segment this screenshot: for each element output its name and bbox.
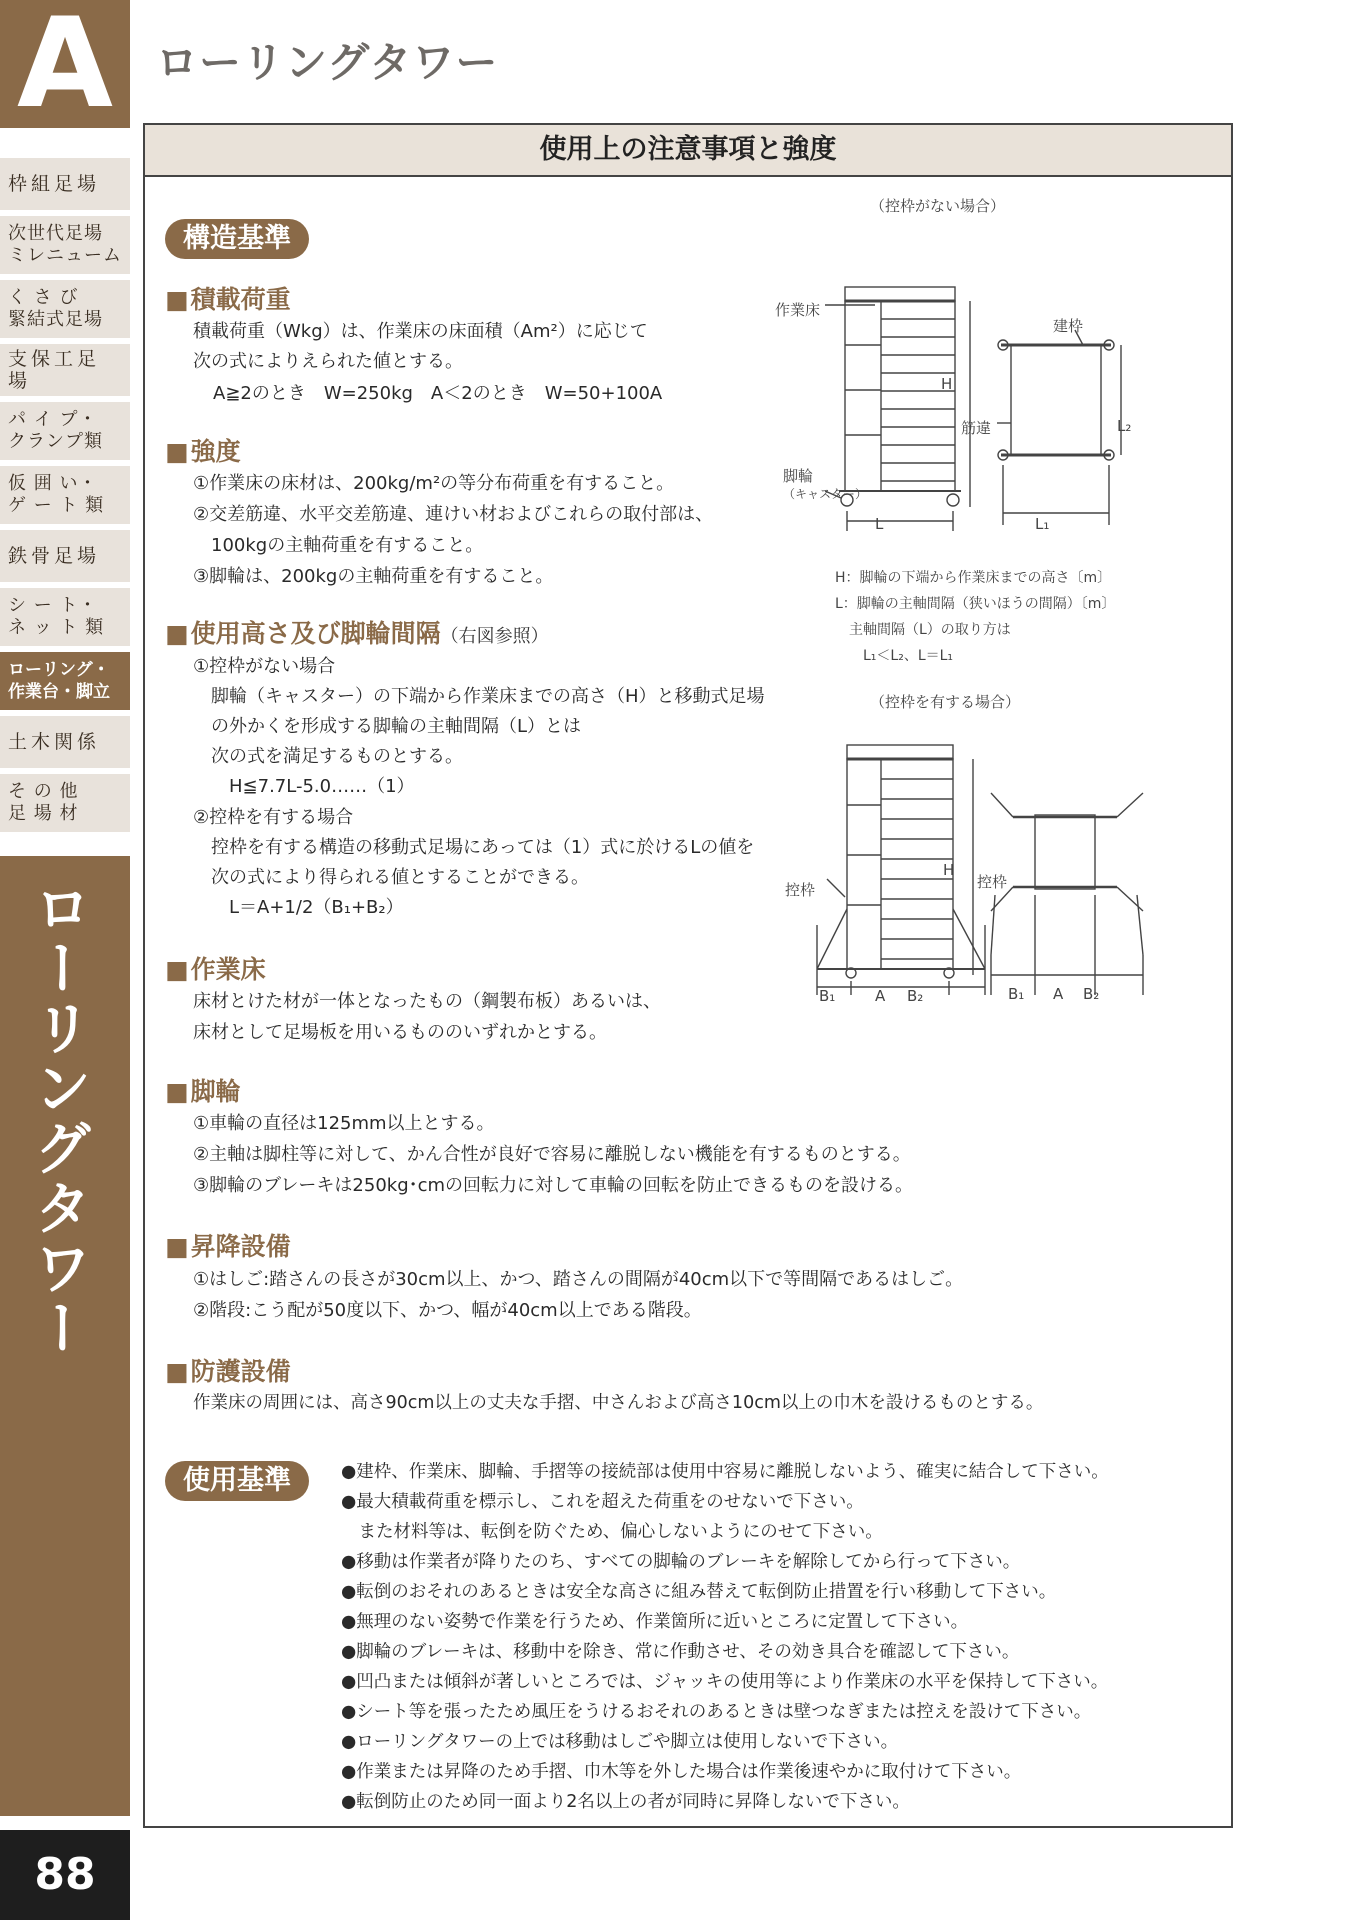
strength-line-3: 100kgの主軸荷重を有すること。 — [193, 535, 484, 556]
usage-item: ●ローリングタワーの上では移動はしごや脚立は使用しないで下さい。 — [341, 1732, 899, 1752]
sidebar-item-steel-scaffold[interactable] — [0, 530, 130, 582]
label-frame: 建枠 — [1053, 317, 1084, 335]
tower-elevation-no-outrigger — [825, 287, 970, 531]
height-formula-2: L＝A+1/2（B₁+B₂） — [193, 897, 404, 918]
square-bullet-icon: ■ — [165, 1357, 189, 1386]
sidebar-item-label: 支保工足場 — [8, 348, 101, 392]
height-line-2: 脚輪（キャスター）の下端から作業床までの高さ（H）と移動式足場 — [193, 686, 765, 707]
label-b1-plan: B₁ — [1008, 985, 1025, 1003]
leader-line — [1075, 330, 1083, 345]
sidebar-item-civil[interactable] — [0, 716, 130, 768]
wheel-heading — [165, 1077, 241, 1107]
sidebar-item-pipe-clamp[interactable] — [0, 402, 130, 460]
leader-line — [827, 879, 845, 897]
sidebar-item-label: 土木関係 — [8, 731, 101, 753]
sidebar-chapter-band — [0, 856, 130, 1816]
load-line-1: 積載荷重（Wkg）は、作業床の床面積（Am²）に応じて — [193, 321, 648, 342]
strength-line-4: ③脚輪は、200kgの主軸荷重を有すること。 — [193, 566, 554, 587]
height-heading — [165, 619, 549, 652]
strength-heading — [165, 437, 241, 467]
guard-heading-text: 防護設備 — [190, 1357, 291, 1386]
outrigger-arm — [1117, 793, 1143, 817]
label-outrigger-left: 控枠 — [785, 881, 816, 899]
sidebar-item-label: ローリング・ 作業台・脚立 — [8, 660, 110, 702]
label-a-plan: A — [1053, 985, 1064, 1003]
ladder-heading — [165, 1232, 291, 1262]
label-h-bottom: H — [943, 861, 955, 879]
load-heading — [165, 285, 291, 315]
sidebar-item-label: 鉄骨足場 — [8, 545, 101, 567]
floor-line-1: 床材とけた材が一体となったもの（鋼製布板）あるいは、 — [193, 991, 661, 1012]
height-formula-1: H≦7.7L-5.0……（1） — [193, 776, 415, 797]
outrigger-left — [817, 909, 847, 969]
ladder-line-2: ②階段:こう配が50度以下、かつ、幅が40cm以上である階段。 — [193, 1300, 702, 1321]
height-line-1: ①控枠がない場合 — [193, 656, 336, 677]
tower-plan-no-outrigger — [997, 330, 1121, 525]
legend-line: L₁＜L₂、L＝L₁ — [835, 648, 954, 664]
guardrail-top — [847, 745, 953, 759]
usage-standard-pill: 使用基準 — [165, 1461, 309, 1501]
diagram-caption-no-outrigger: （控枠がない場合） — [870, 197, 1006, 215]
label-l1: L₁ — [1035, 515, 1050, 533]
usage-item: ●建枠、作業床、脚輪、手摺等の接続部は使用中容易に離脱しないよう、確実に結合して下さい。 — [341, 1462, 1109, 1482]
label-b1-side: B₁ — [819, 987, 836, 1005]
usage-item: ●脚輪のブレーキは、移動中を除き、常に作動させ、その効き具合を確認して下さい。 — [341, 1642, 1020, 1662]
height-line-3: の外かくを形成する脚輪の主軸間隔（L）とは — [193, 716, 582, 737]
sidebar-item-other[interactable] — [0, 774, 130, 832]
square-bullet-icon: ■ — [165, 1077, 189, 1106]
label-caster-sub: （キャスター） — [783, 487, 868, 501]
sidebar-item-shoring[interactable] — [0, 344, 130, 396]
label-a-side: A — [875, 987, 886, 1005]
ladder-heading-text: 昇降設備 — [190, 1232, 291, 1261]
floor-line-2: 床材として足場板を用いるもののいずれかとする。 — [193, 1022, 607, 1043]
legend-line: H：脚輪の下端から作業床までの高さ〔m〕 — [835, 570, 1112, 586]
legend-line: L：脚輪の主軸間隔（狭いほうの間隔）〔m〕 — [835, 596, 1116, 612]
outrigger-arm — [991, 793, 1013, 817]
square-bullet-icon: ■ — [165, 437, 189, 466]
outrigger-arm — [1137, 895, 1143, 955]
label-h-top: H — [941, 375, 953, 393]
wheel-heading-text: 脚輪 — [190, 1077, 241, 1106]
sidebar-item-label: 枠組足場 — [8, 173, 101, 195]
usage-item: ●最大積載荷重を標示し、これを超えた荷重をのせないで下さい。 — [341, 1492, 864, 1512]
legend-line: 主軸間隔（L）の取り方は — [835, 622, 1011, 638]
sidebar-item-label: く さ び 緊結式足場 — [8, 287, 103, 330]
structure-standard-pill: 構造基準 — [165, 219, 309, 259]
usage-item: また材料等は、転倒を防ぐため、偏心しないようにのせて下さい。 — [341, 1522, 883, 1542]
label-l2: L₂ — [1117, 417, 1132, 435]
label-brace: 筋違 — [961, 419, 992, 437]
sidebar-item-label: そ の 他 足 場 材 — [8, 781, 79, 824]
usage-item: ●移動は作業者が降りたのち、すべての脚輪のブレーキを解除してから行って下さい。 — [341, 1552, 1021, 1572]
strength-line-1: ①作業床の床材は、200kg/m²の等分布荷重を有すること。 — [193, 473, 675, 494]
ladder-line-1: ①はしご:踏さんの長さが30cm以上、かつ、踏さんの間隔が40cm以下で等間隔であるはしご。 — [193, 1269, 964, 1290]
sidebar-item-fence-gate[interactable] — [0, 466, 130, 524]
guardrail-top — [845, 287, 955, 301]
sidebar-item-label: パ イ プ・ クランプ類 — [8, 409, 103, 452]
square-bullet-icon: ■ — [165, 1232, 189, 1261]
label-b2-side: B₂ — [907, 987, 924, 1005]
wheel-line-1: ①車輪の直径は125mm以上とする。 — [193, 1113, 495, 1134]
page-number: 88 — [0, 1830, 130, 1920]
height-line-6: ②控枠を有する場合 — [193, 807, 354, 828]
guard-heading — [165, 1357, 291, 1387]
diagram-caption-with-outrigger: （控枠を有する場合） — [870, 693, 1021, 711]
square-bullet-icon: ■ — [165, 285, 189, 314]
label-outrigger-right: 控枠 — [977, 873, 1008, 891]
height-line-7: 控枠を有する構造の移動式足場にあっては（1）式に於けるLの値を — [193, 837, 755, 858]
plan-frame — [1011, 345, 1101, 455]
wheel-line-3: ③脚輪のブレーキは250kg･cmの回転力に対して車輪の回転を防止できるものを設ける。 — [193, 1175, 914, 1196]
tower-plan-with-outrigger — [991, 793, 1143, 995]
height-heading-note: （右図参照） — [440, 626, 549, 647]
sidebar-item-label: 仮 囲 い・ ゲ ー ト 類 — [8, 473, 105, 516]
plan-frame — [1035, 815, 1095, 889]
sidebar-item-rolling-active[interactable] — [0, 652, 130, 710]
sidebar-item-millennium[interactable] — [0, 216, 130, 274]
load-heading-text: 積載荷重 — [190, 285, 291, 314]
load-line-2: 次の式によりえられた値とする。 — [193, 351, 463, 372]
sidebar-item-label: シ ー ト・ ネ ッ ト 類 — [8, 595, 105, 638]
tower-diagram — [765, 195, 1225, 1175]
usage-item: ●作業または昇降のため手摺、巾木等を外した場合は作業後速やかに取付けて下さい。 — [341, 1762, 1022, 1782]
label-caster: 脚輪 — [783, 467, 814, 485]
sidebar-item-sheet-net[interactable] — [0, 588, 130, 646]
load-formula: A≧2のとき W=250kg A＜2のとき W=50+100A — [213, 383, 663, 404]
outrigger-arm — [991, 895, 995, 955]
usage-item: ●無理のない姿勢で作業を行うため、作業箇所に近いところに定置して下さい。 — [341, 1612, 969, 1632]
usage-item: ●シート等を張ったため風圧をうけるおそれのあるときは壁つなぎまたは控えを設けて下さい。 — [341, 1702, 1092, 1722]
usage-item: ●転倒のおそれのあるときは安全な高さに組み替えて転倒防止措置を行い移動して下さい。 — [341, 1582, 1057, 1602]
caster-leader-line — [825, 491, 841, 498]
section-corner-tab — [0, 0, 130, 136]
tower-elevation-with-outrigger — [817, 745, 985, 995]
floor-heading — [165, 955, 266, 985]
height-line-8: 次の式により得られる値とすることができる。 — [193, 867, 589, 888]
frame-title: 使用上の注意事項と強度 — [145, 125, 1231, 177]
label-l: L — [875, 515, 884, 533]
content-frame — [143, 123, 1233, 1828]
strength-heading-text: 強度 — [190, 437, 241, 466]
wheel-line-2: ②主軸は脚柱等に対して、かん合性が良好で容易に離脱しない機能を有するものとする。 — [193, 1144, 911, 1165]
floor-heading-text: 作業床 — [190, 955, 266, 984]
height-line-4: 次の式を満足するものとする。 — [193, 746, 463, 767]
square-bullet-icon: ■ — [165, 955, 189, 984]
sidebar-item-wedge-scaffold[interactable] — [0, 280, 130, 338]
usage-item: ●転倒防止のため同一面より2名以上の者が同時に昇降しないで下さい。 — [341, 1792, 910, 1812]
caster-wheel-icon — [841, 494, 853, 506]
section-letter: A — [17, 0, 113, 136]
tower-drawings — [765, 195, 1225, 1015]
sidebar-item-label: 次世代足場 ミレニューム — [8, 223, 122, 266]
label-floor: 作業床 — [775, 301, 821, 319]
height-heading-text: 使用高さ及び脚輪間隔 — [190, 619, 441, 648]
label-b2-plan: B₂ — [1083, 985, 1100, 1003]
square-bullet-icon: ■ — [165, 619, 189, 648]
usage-item: ●凹凸または傾斜が著しいところでは、ジャッキの使用等により作業床の水平を保持して下さい。 — [341, 1672, 1109, 1692]
page-title: ローリングタワー — [156, 38, 499, 87]
caster-wheel-icon — [947, 494, 959, 506]
sidebar-vertical-title: ローリングタワー — [24, 878, 92, 1358]
strength-line-2: ②交差筋違、水平交差筋違、連けい材およびこれらの取付部は、 — [193, 504, 714, 525]
outrigger-arm — [1117, 887, 1143, 911]
sidebar-item-frame-scaffold[interactable] — [0, 158, 130, 210]
guard-line-1: 作業床の周囲には、高さ90cm以上の丈夫な手摺、中さんおよび高さ10cm以上の巾木を設けるものとする。 — [193, 1393, 1044, 1413]
outrigger-right — [953, 909, 985, 969]
tower-body — [847, 759, 953, 969]
